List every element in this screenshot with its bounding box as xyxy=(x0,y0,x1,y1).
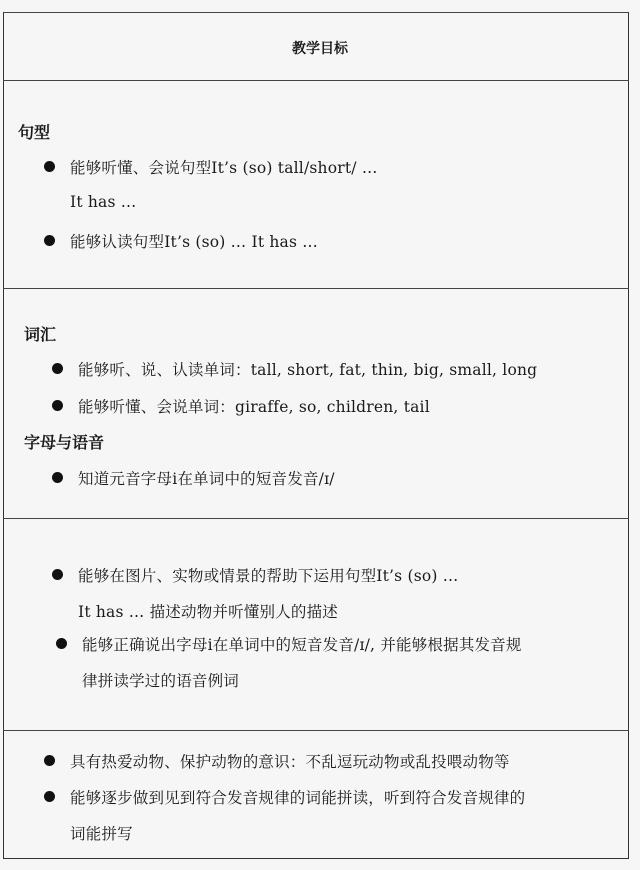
divider xyxy=(3,730,629,731)
section-heading-letters-phonics: 字母与语音 xyxy=(24,433,105,452)
section-heading-vocabulary: 词汇 xyxy=(24,325,57,344)
bullet-icon xyxy=(44,161,55,172)
bullet-icon xyxy=(52,400,63,411)
bullet-icon xyxy=(44,791,55,802)
divider xyxy=(3,288,629,289)
goal-line: 能够听懂、会说句型It’s (so) tall/short/ … xyxy=(70,159,378,177)
divider xyxy=(3,80,629,81)
section-heading-sentence-patterns: 句型 xyxy=(18,123,51,142)
goal-line: 词能拼写 xyxy=(70,825,133,843)
bullet-icon xyxy=(56,638,67,649)
goal-line: 具有热爱动物、保护动物的意识：不乱逗玩动物或乱投喂动物等 xyxy=(70,753,510,771)
goal-line: 律拼读学过的语音例词 xyxy=(82,672,240,690)
bullet-icon xyxy=(44,235,55,246)
bullet-icon xyxy=(52,569,63,580)
bullet-icon xyxy=(52,363,63,374)
goal-line: 能够认读句型It’s (so) … It has … xyxy=(70,233,318,251)
bullet-icon xyxy=(52,472,63,483)
goal-line: It has … 描述动物并听懂别人的描述 xyxy=(78,603,339,621)
divider xyxy=(3,518,629,519)
goal-line: 能够正确说出字母i在单词中的短音发音/ɪ/, 并能够根据其发音规 xyxy=(82,636,522,654)
bullet-icon xyxy=(44,755,55,766)
goal-line: It has … xyxy=(70,193,137,211)
goal-line: 能够听、说、认读单词：tall, short, fat, thin, big, small, long xyxy=(78,361,538,379)
goal-line: 能够在图片、实物或情景的帮助下运用句型It’s (so) … xyxy=(78,567,459,585)
goal-line: 能够听懂、会说单词：giraffe, so, children, tail xyxy=(78,398,430,416)
goal-line: 知道元音字母i在单词中的短音发音/ɪ/ xyxy=(78,470,335,488)
table-title: 教学目标 xyxy=(292,41,348,57)
goal-line: 能够逐步做到见到符合发音规律的词能拼读，听到符合发音规律的 xyxy=(70,789,526,807)
